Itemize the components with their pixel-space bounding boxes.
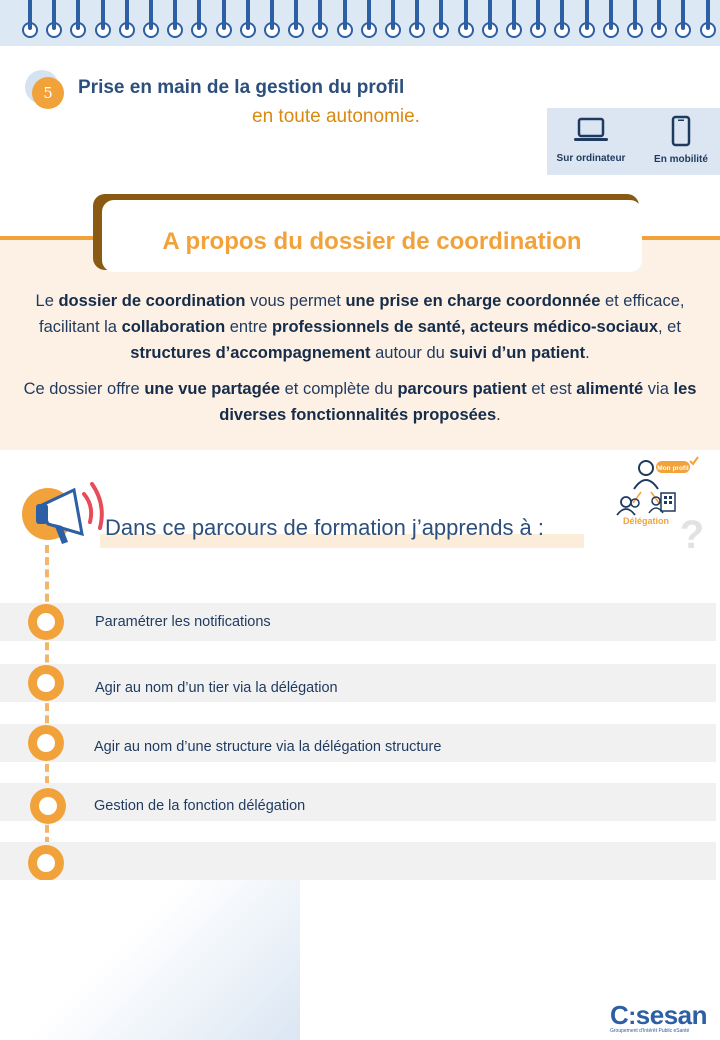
laptop-icon [571,116,611,146]
spiral-ring [603,0,619,46]
device-desktop [553,108,629,164]
logo-name: sesan [635,1000,708,1030]
spiral-ring [70,0,86,46]
spiral-ring [554,0,570,46]
formation-item-2: Agir au nom d’un tier via la délégation [95,680,338,696]
branch-line-left [633,492,641,503]
step-title: Prise en main de la gestion du profil [78,77,405,98]
spiral-ring [361,0,377,46]
spiral-ring [119,0,135,46]
text-run: et efficace, facilitant la [39,292,685,336]
formation-item-3: Agir au nom d’une structure via la délégation structure [94,739,442,755]
step-number-badge: 5 [32,77,64,109]
profile-badge-text: Mon profil [657,465,689,472]
text-run: Le [35,292,59,310]
megaphone-icon [18,472,110,552]
spiral-ring [216,0,232,46]
spiral-ring [288,0,304,46]
intro-panel [0,272,720,450]
timeline-dot [30,788,66,824]
spiral-ring [191,0,207,46]
device-mobile-label: En mobilité [654,154,708,165]
spiral-ring [240,0,256,46]
bold-phrase: professionnels de santé, acteurs médico-sociaux [271,318,659,336]
spiral-ring [337,0,353,46]
spiral-ring [22,0,38,46]
text-run: entre [225,318,272,336]
spiral-ring [409,0,425,46]
device-availability-panel [547,108,720,175]
text-run: vous permet [245,292,346,310]
spiral-ring [95,0,111,46]
intro-paragraph-1 [10,288,710,366]
bold-phrase: parcours patient [397,380,527,398]
question-mark-icon: ? [679,513,705,555]
spiral-ring [627,0,643,46]
spiral-ring [312,0,328,46]
notebook-spiral-header [0,0,720,46]
spiral-ring [651,0,667,46]
check-icon [690,457,698,464]
smartphone-icon [669,115,693,147]
text-run: via [643,380,674,398]
bold-phrase: dossier de coordination [58,292,246,310]
spiral-ring [143,0,159,46]
logo-tagline: Groupement d'Intérêt Public eSanté [610,1028,690,1034]
formation-item-4: Gestion de la fonction délégation [94,798,306,814]
spiral-ring [46,0,62,46]
spiral-ring [433,0,449,46]
spiral-ring [385,0,401,46]
formation-item-1: Paramétrer les notifications [95,614,271,630]
timeline-dot [28,725,64,761]
spiral-ring [579,0,595,46]
bold-phrase: les diverses fonctionnalités proposées [219,380,697,424]
delegation-illustration [606,455,716,555]
intro-paragraph-2 [10,376,710,428]
formation-row-5 [0,842,716,880]
spiral-ring [264,0,280,46]
step-subtitle: en toute autonomie. [252,106,420,127]
section-title: A propos du dossier de coordination [102,200,642,272]
timeline-dot [28,604,64,640]
spiral-ring [700,0,716,46]
text-run: , et [658,318,681,336]
spiral-ring [506,0,522,46]
text-run: . [496,406,501,424]
user-profile-icon [634,461,658,489]
bold-phrase: suivi d’un patient [449,344,586,362]
device-desktop-label: Sur ordinateur [556,153,626,164]
structure-icon [649,493,675,513]
spiral-ring [458,0,474,46]
device-mobile [645,108,717,165]
bold-phrase: alimenté [576,380,644,398]
text-run: et est [526,380,577,398]
timeline-dot [28,845,64,881]
spiral-ring [482,0,498,46]
decorative-gradient [0,880,300,1040]
sesan-logo [610,1000,707,1034]
timeline-dot [28,665,64,701]
spiral-ring [675,0,691,46]
spiral-ring [167,0,183,46]
bold-phrase: une prise en charge coordonnée [345,292,601,310]
delegation-label: Délégation [622,516,670,526]
group-users-icon [617,497,639,515]
text-run: . [585,344,590,362]
bold-phrase: structures d’accompagnement [130,344,371,362]
spiral-ring [530,0,546,46]
text-run: et complète du [280,380,398,398]
logo-wordmark: : [628,1003,636,1030]
text-run: Ce dossier offre [23,380,145,398]
bold-phrase: une vue partagée [144,380,281,398]
formation-heading: Dans ce parcours de formation j’apprends à : [105,515,545,540]
bold-phrase: collaboration [121,318,226,336]
logo-mark-icon: C [610,1000,629,1030]
text-run: autour du [370,344,450,362]
